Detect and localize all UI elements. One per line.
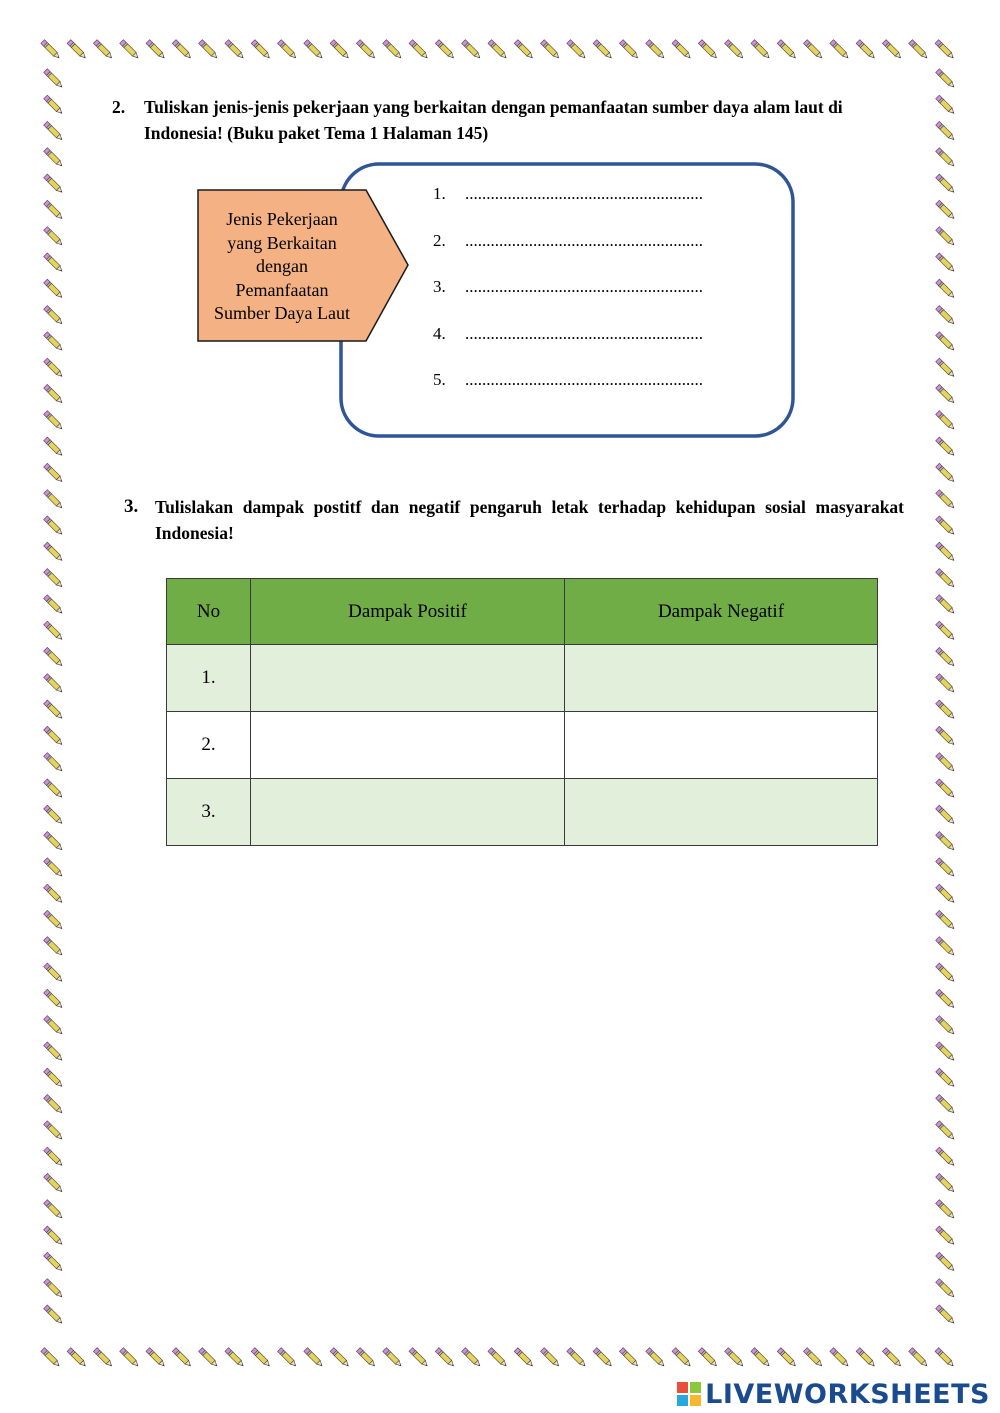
pencil-icon [435,1348,455,1368]
pencil-icon [44,200,64,220]
pencil-icon [936,805,956,825]
row-number: 2. [167,712,251,779]
pencil-icon [44,384,64,404]
pencil-icon [44,647,64,667]
pencil-icon [278,40,298,60]
dampak-positif-cell[interactable] [251,712,565,779]
pencil-icon [44,858,64,878]
pencil-icon [936,148,956,168]
pencil-icon [936,253,956,273]
pencil-icon [488,1348,508,1368]
pencil-icon [44,437,64,457]
pencil-icon [593,40,613,60]
pencil-icon [304,1348,324,1368]
pencil-icon [698,40,718,60]
pencil-icon [44,1200,64,1220]
pencil-icon [541,1348,561,1368]
question-number: 2. [112,97,126,117]
pencil-icon [619,1348,639,1368]
pencil-icon [936,832,956,852]
impact-table [166,578,878,846]
pencil-icon [225,1348,245,1368]
answer-blank[interactable]: ........................................................ [465,230,703,250]
pencil-icon [936,1095,956,1115]
pencil-icon [488,40,508,60]
pencil-icon [936,358,956,378]
pencil-icon [936,490,956,510]
pencil-icon [44,358,64,378]
pencil-border-top [38,34,962,66]
question-3 [124,494,904,546]
pencil-icon [44,69,64,89]
pencil-icon [936,437,956,457]
pencil-icon [935,40,955,60]
header-dampak-negatif: Dampak Negatif [565,579,878,645]
pencil-icon [172,1348,192,1368]
pencil-icon [251,1348,271,1368]
pencil-icon [936,332,956,352]
callout-label [202,208,362,326]
answer-blank[interactable]: ........................................................ [465,323,703,343]
dampak-positif-cell[interactable] [251,779,565,846]
pencil-icon [936,463,956,483]
pencil-icon [936,1016,956,1036]
pencil-icon [936,1068,956,1088]
pencil-icon [936,69,956,89]
pencil-icon [44,989,64,1009]
pencil-icon [936,989,956,1009]
pencil-icon [44,910,64,930]
pencil-icon [44,753,64,773]
pencil-icon [120,1348,140,1368]
pencil-icon [44,674,64,694]
pencil-icon [936,621,956,641]
pencil-icon [936,1147,956,1167]
answer-item[interactable] [433,277,703,324]
pencil-border-left [38,66,70,1342]
answer-number: 3. [433,277,446,296]
pencil-icon [541,40,561,60]
pencil-icon [356,1348,376,1368]
pencil-icon [44,463,64,483]
callout-line: dengan [256,256,308,276]
pencil-icon [44,1226,64,1246]
pencil-icon [44,805,64,825]
pencil-icon [882,1348,902,1368]
pencil-icon [698,1348,718,1368]
pencil-icon [44,1279,64,1299]
answer-diagram [190,160,810,450]
question-text: Tulislakan dampak postitf dan negatif pengaruh letak terhadap kehidupan sosial masyarakat Indonesia! [155,497,904,543]
pencil-icon [44,595,64,615]
pencil-icon [514,40,534,60]
dampak-negatif-cell[interactable] [565,645,878,712]
pencil-icon [120,40,140,60]
answer-item[interactable] [433,324,703,371]
header-dampak-positif: Dampak Positif [251,579,565,645]
pencil-icon [44,726,64,746]
pencil-icon [93,1348,113,1368]
pencil-icon [44,306,64,326]
pencil-icon [936,569,956,589]
pencil-icon [593,1348,613,1368]
pencil-icon [777,1348,797,1368]
pencil-icon [936,910,956,930]
pencil-icon [936,95,956,115]
answer-item[interactable] [433,370,703,417]
pencil-icon [44,148,64,168]
dampak-positif-cell[interactable] [251,645,565,712]
answer-number: 2. [433,230,446,250]
pencil-icon [44,1305,64,1325]
pencil-icon [567,40,587,60]
answer-list [433,184,703,417]
answer-number: 4. [433,323,446,343]
pencil-icon [567,1348,587,1368]
pencil-icon [44,1121,64,1141]
pencil-icon [936,227,956,247]
pencil-icon [67,40,87,60]
pencil-icon [936,174,956,194]
pencil-icon [936,963,956,983]
pencil-icon [93,40,113,60]
pencil-icon [44,332,64,352]
pencil-icon [909,1348,929,1368]
pencil-icon [44,1252,64,1272]
pencil-icon [44,121,64,141]
pencil-icon [936,279,956,299]
pencil-icon [44,174,64,194]
pencil-icon [409,1348,429,1368]
pencil-icon [936,674,956,694]
pencil-icon [44,963,64,983]
pencil-icon [409,40,429,60]
pencil-icon [856,1348,876,1368]
pencil-icon [936,1252,956,1272]
answer-item[interactable] [433,184,703,231]
pencil-icon [619,40,639,60]
pencil-icon [936,884,956,904]
question-number: 3. [124,496,139,517]
pencil-icon [936,384,956,404]
pencil-icon [936,726,956,746]
pencil-icon [936,647,956,667]
pencil-icon [330,40,350,60]
answer-number: 5. [433,370,446,389]
dampak-negatif-cell[interactable] [565,779,878,846]
pencil-icon [251,40,271,60]
header-no: No [167,579,251,645]
pencil-icon [44,516,64,536]
pencil-icon [936,858,956,878]
pencil-icon [41,40,61,60]
pencil-icon [44,1016,64,1036]
pencil-icon [435,40,455,60]
liveworksheets-watermark[interactable] [676,1378,990,1410]
pencil-icon [44,621,64,641]
answer-number: 1. [433,184,446,203]
callout-line: Sumber Daya Laut [214,303,350,323]
pencil-icon [936,779,956,799]
pencil-icon [804,40,824,60]
pencil-icon [44,779,64,799]
pencil-icon [44,253,64,273]
answer-blank[interactable]: ........................................................ [465,370,703,389]
answer-blank[interactable]: ........................................................ [465,277,703,296]
pencil-icon [936,200,956,220]
pencil-icon [44,1095,64,1115]
pencil-icon [725,1348,745,1368]
pencil-icon [725,40,745,60]
pencil-icon [199,1348,219,1368]
pencil-icon [936,753,956,773]
pencil-icon [44,411,64,431]
pencil-icon [751,40,771,60]
watermark-text: LIVEWORKSHEETS [705,1378,990,1410]
pencil-icon [44,542,64,562]
pencil-icon [383,40,403,60]
pencil-icon [646,40,666,60]
pencil-icon [514,1348,534,1368]
pencil-icon [936,1200,956,1220]
pencil-icon [936,595,956,615]
pencil-icon [44,832,64,852]
answer-blank[interactable]: ........................................................ [465,184,703,203]
pencil-icon [936,411,956,431]
pencil-icon [804,1348,824,1368]
pencil-icon [936,1121,956,1141]
pencil-icon [936,516,956,536]
pencil-icon [44,1068,64,1088]
pencil-icon [672,1348,692,1368]
pencil-icon [751,1348,771,1368]
pencil-border-right [930,66,962,1342]
pencil-icon [44,279,64,299]
pencil-icon [936,700,956,720]
pencil-icon [44,1173,64,1193]
pencil-icon [936,937,956,957]
pencil-icon [44,490,64,510]
callout-line: yang Berkaitan [227,232,337,253]
pencil-icon [936,306,956,326]
table-header-row [167,579,878,645]
row-number: 1. [167,645,251,712]
pencil-icon [44,884,64,904]
pencil-icon [646,1348,666,1368]
pencil-icon [172,40,192,60]
pencil-icon [67,1348,87,1368]
pencil-icon [44,569,64,589]
pencil-icon [936,1173,956,1193]
pencil-icon [462,40,482,60]
pencil-icon [383,1348,403,1368]
pencil-icon [356,40,376,60]
pencil-icon [935,1348,955,1368]
pencil-icon [146,1348,166,1368]
pencil-icon [936,1305,956,1325]
callout-line: Jenis Pekerjaan [226,209,338,229]
pencil-icon [44,227,64,247]
pencil-icon [304,40,324,60]
table-row [167,779,878,846]
callout-line: Pemanfaatan [235,279,329,300]
pencil-icon [777,40,797,60]
dampak-negatif-cell[interactable] [565,712,878,779]
liveworksheets-logo-icon [676,1381,702,1407]
pencil-icon [672,40,692,60]
pencil-icon [278,1348,298,1368]
pencil-icon [225,40,245,60]
pencil-icon [830,40,850,60]
pencil-icon [41,1348,61,1368]
pencil-icon [199,40,219,60]
pencil-icon [936,121,956,141]
pencil-icon [856,40,876,60]
pencil-icon [936,1042,956,1062]
pencil-icon [44,95,64,115]
table-row [167,712,878,779]
question-2 [112,94,902,146]
pencil-icon [462,1348,482,1368]
pencil-icon [146,40,166,60]
pencil-border-bottom [38,1342,962,1374]
pencil-icon [830,1348,850,1368]
row-number: 3. [167,779,251,846]
pencil-icon [44,1147,64,1167]
question-text: Tuliskan jenis-jenis pekerjaan yang berkaitan dengan pemanfaatan sumber daya alam laut di Indonesia! (Buku paket Tema 1 Halaman 145) [144,97,843,143]
pencil-icon [936,542,956,562]
pencil-icon [44,937,64,957]
pencil-icon [909,40,929,60]
table-row [167,645,878,712]
pencil-icon [882,40,902,60]
answer-item[interactable] [433,231,703,278]
pencil-icon [44,700,64,720]
pencil-icon [936,1279,956,1299]
pencil-icon [936,1226,956,1246]
pencil-icon [330,1348,350,1368]
pencil-icon [44,1042,64,1062]
